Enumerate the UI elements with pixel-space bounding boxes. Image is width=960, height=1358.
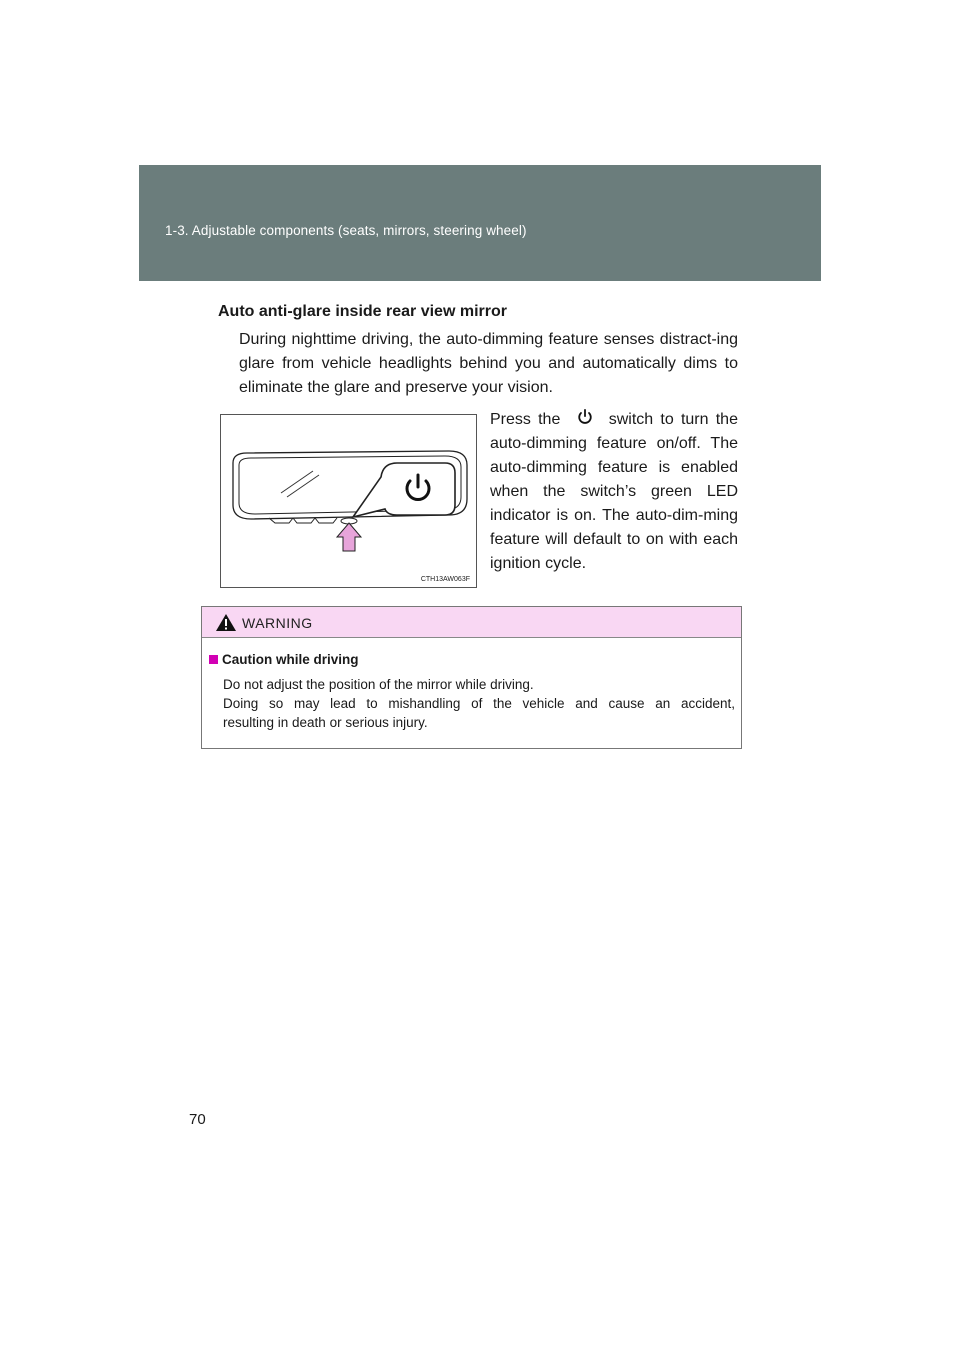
rear-view-mirror-drawing xyxy=(221,415,476,587)
mirror-illustration xyxy=(220,414,477,588)
caution-line-3: resulting in death or serious injury. xyxy=(223,715,428,730)
warning-box xyxy=(201,606,742,749)
warning-header xyxy=(202,607,741,638)
section-title: Auto anti-glare inside rear view mirror xyxy=(218,303,507,320)
caution-line-1: Do not adjust the position of the mirror while driving. xyxy=(223,677,534,692)
caution-title xyxy=(209,652,359,667)
press-text-after: switch to turn the auto-dimming feature on/off. The auto-dimming feature is enabled when the switch’s green LED indicator is on. The auto-dim-ming feature will default to on with each ignition cycle. xyxy=(490,411,738,572)
power-icon xyxy=(568,410,602,426)
bullet-square-icon xyxy=(209,655,218,664)
section-header-text: 1-3. Adjustable components (seats, mirrors, steering wheel) xyxy=(165,223,527,238)
caution-title-text: Caution while driving xyxy=(222,652,359,667)
figure-code: CTH13AW063F xyxy=(420,576,470,583)
caution-line-2: Doing so may lead to mishandling of the vehicle and cause an accident, xyxy=(223,696,735,711)
page-number: 70 xyxy=(189,1111,206,1128)
caution-body xyxy=(223,675,735,732)
warning-label: WARNING xyxy=(242,615,313,631)
press-text-before: Press the xyxy=(490,411,561,428)
power-switch-paragraph xyxy=(490,408,738,576)
warning-triangle-icon xyxy=(215,613,237,632)
intro-paragraph: During nighttime driving, the auto-dimming feature senses distract-ing glare from vehicle headlights behind you and automatically dims to eliminate the glare and preserve your vision. xyxy=(239,331,738,396)
section-header-band xyxy=(139,165,821,281)
